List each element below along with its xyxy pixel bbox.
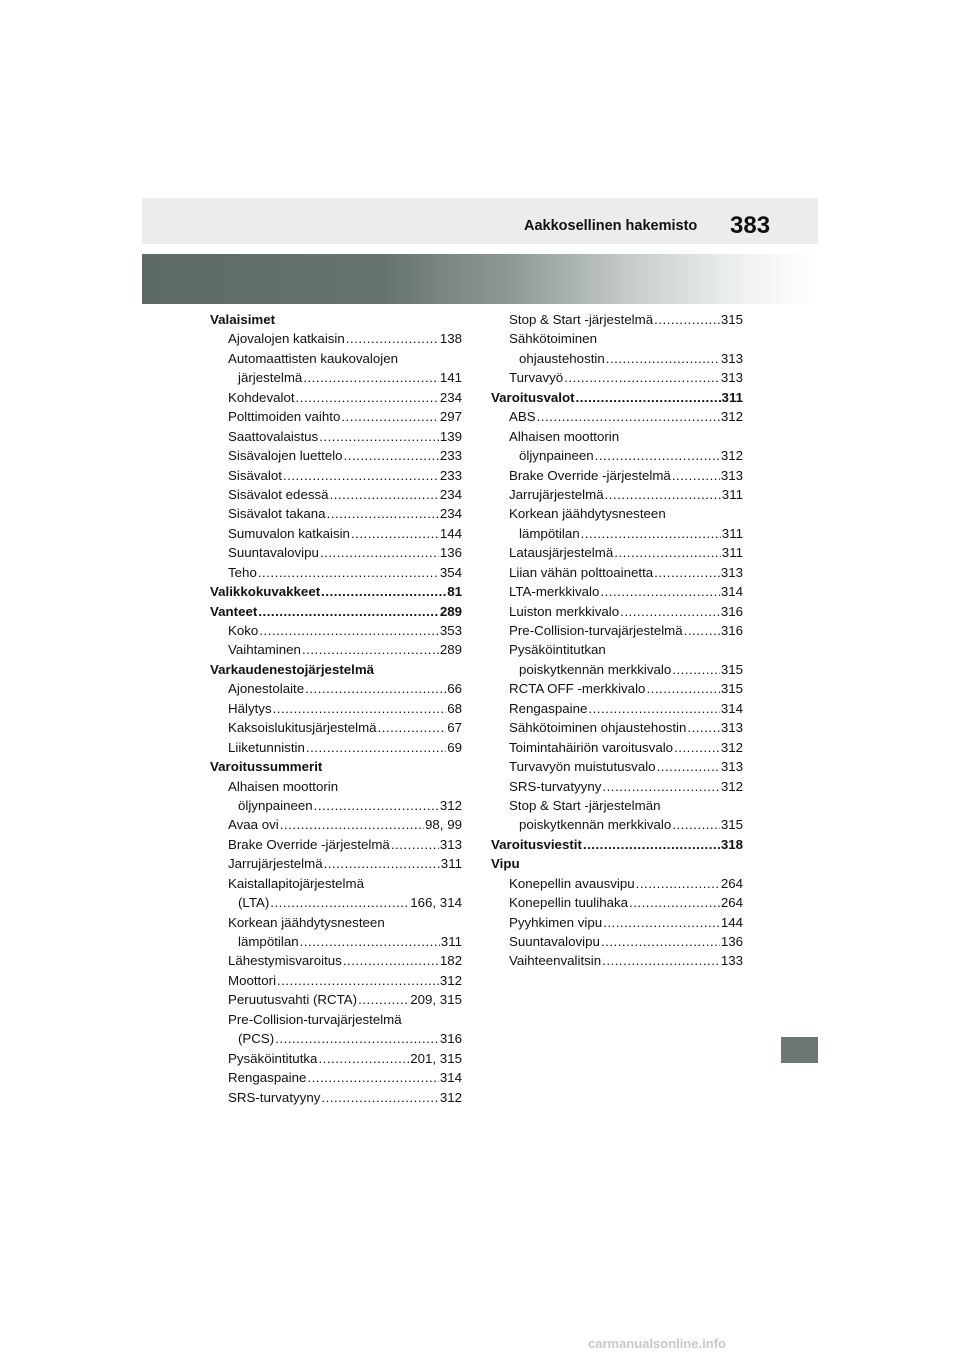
index-entry	[210, 971, 462, 990]
dot-leader	[378, 718, 447, 737]
entry-label: Sumuvalon katkaisin	[228, 525, 350, 541]
entry-label: Polttimoiden vaihto	[228, 409, 341, 425]
entry-page-ref[interactable]: 314	[439, 1070, 462, 1086]
entry-label: Sisävalot edessä	[228, 486, 329, 502]
index-entry	[210, 777, 462, 796]
entry-page-ref[interactable]: 141	[439, 370, 462, 386]
index-entry	[210, 640, 462, 659]
entry-page-ref[interactable]: 201, 315	[410, 1050, 462, 1066]
entry-page-ref[interactable]: 264	[720, 875, 743, 891]
entry-page-ref[interactable]: 138	[439, 331, 462, 347]
dot-leader	[273, 699, 447, 718]
entry-page-ref[interactable]: 312	[439, 797, 462, 813]
dot-leader	[602, 951, 720, 970]
index-heading	[491, 854, 743, 873]
dot-leader	[343, 951, 439, 970]
entry-page-ref[interactable]: 67	[447, 720, 462, 736]
index-entry	[210, 835, 462, 854]
entry-page-ref[interactable]: 312	[439, 972, 462, 988]
index-column-right	[491, 310, 743, 971]
entry-label: Korkean jäähdytysnesteen	[228, 914, 385, 930]
entry-page-ref[interactable]: 234	[439, 486, 462, 502]
entry-label: Sähkötoiminen	[509, 331, 597, 347]
entry-page-ref[interactable]: 289	[439, 603, 462, 619]
entry-label: Peruutusvahti (RCTA)	[228, 992, 358, 1008]
index-entry	[491, 660, 743, 679]
index-entry	[210, 543, 462, 562]
dot-leader	[674, 738, 720, 757]
dot-leader	[306, 738, 446, 757]
entry-page-ref[interactable]: 354	[439, 564, 462, 580]
entry-page-ref[interactable]: 311	[440, 856, 462, 872]
index-entry	[210, 738, 462, 757]
entry-label: Varkaudenestojärjestelmä	[210, 661, 375, 677]
dot-leader	[606, 349, 720, 368]
index-entry	[491, 874, 743, 893]
index-entry	[491, 699, 743, 718]
entry-label: Moottori	[228, 972, 277, 988]
index-heading	[491, 835, 743, 854]
index-entry	[491, 466, 743, 485]
index-entry	[210, 427, 462, 446]
entry-label: Turvavyön muistutusvalo	[509, 759, 656, 775]
dot-leader	[318, 1049, 409, 1068]
index-entry	[491, 679, 743, 698]
index-entry	[210, 874, 462, 893]
dot-leader	[684, 621, 720, 640]
entry-page-ref[interactable]: 166, 314	[410, 895, 462, 911]
entry-page-ref[interactable]: 136	[720, 934, 743, 949]
entry-page-ref[interactable]: 233	[439, 467, 462, 483]
index-entry	[210, 368, 462, 387]
index-entry	[210, 466, 462, 485]
index-entry	[491, 640, 743, 659]
entry-page-ref[interactable]: 311	[721, 545, 743, 561]
dot-leader	[283, 466, 439, 485]
index-entry	[491, 563, 743, 582]
entry-page-ref[interactable]: 318	[720, 836, 743, 852]
dot-leader	[303, 368, 439, 387]
dot-leader	[259, 621, 439, 640]
entry-label: poiskytkennän merkkivalo	[519, 817, 672, 833]
entry-page-ref[interactable]: 313	[720, 370, 743, 386]
entry-label: Alhaisen moottorin	[228, 778, 339, 794]
entry-label: Pre-Collision-turvajärjestelmä	[228, 1011, 402, 1027]
entry-page-ref[interactable]: 66	[447, 681, 462, 697]
entry-label: Luiston merkkivalo	[509, 603, 620, 619]
entry-page-ref[interactable]: 209, 315	[410, 992, 462, 1008]
entry-label: Konepellin avausvipu	[509, 875, 635, 891]
entry-label: Jarrujärjestelmä	[228, 856, 323, 872]
dot-leader	[258, 563, 439, 582]
index-entry	[210, 796, 462, 815]
index-entry	[491, 407, 743, 426]
entry-label: Automaattisten kaukovalojen	[228, 350, 399, 366]
dot-leader	[601, 932, 720, 951]
entry-label: Saattovalaistus	[228, 428, 319, 444]
entry-label: ohjaustehostin	[519, 350, 605, 366]
index-entry	[491, 602, 743, 621]
decorative-gradient-bar	[142, 254, 818, 304]
dot-leader	[321, 582, 446, 601]
entry-page-ref[interactable]: 297	[439, 409, 462, 425]
entry-label: Rengaspaine	[509, 700, 588, 716]
entry-label: öljynpaineen	[238, 797, 313, 813]
dot-leader	[327, 504, 439, 523]
index-entry	[491, 310, 743, 329]
index-entry	[491, 329, 743, 348]
entry-page-ref[interactable]: 313	[720, 759, 743, 775]
entry-page-ref[interactable]: 353	[439, 623, 462, 638]
entry-label: LTA-merkkivalo	[509, 584, 600, 600]
index-entry	[491, 913, 743, 932]
entry-label: Pysäköintitutkan	[509, 642, 606, 658]
entry-label: Toimintahäiriön varoitusvalo	[509, 739, 674, 755]
index-entry	[491, 796, 743, 815]
index-entry	[210, 1010, 462, 1029]
entry-page-ref[interactable]: 133	[720, 953, 743, 969]
entry-label: Hälytys	[228, 700, 272, 716]
entry-label: Brake Override -järjestelmä	[509, 467, 671, 483]
index-entry	[210, 932, 462, 951]
index-column-left	[210, 310, 462, 1107]
index-entry	[210, 446, 462, 465]
index-entry	[210, 485, 462, 504]
dot-leader	[603, 913, 720, 932]
index-entry	[210, 388, 462, 407]
entry-page-ref[interactable]: 136	[439, 545, 462, 561]
entry-page-ref[interactable]: 312	[720, 448, 743, 464]
index-heading	[210, 757, 462, 776]
dot-leader	[321, 1088, 438, 1107]
entry-page-ref[interactable]: 314	[720, 584, 743, 600]
entry-page-ref[interactable]: 311	[440, 934, 462, 949]
index-entry	[210, 679, 462, 698]
index-entry	[210, 563, 462, 582]
index-entry	[491, 349, 743, 368]
dot-leader	[330, 485, 439, 504]
entry-label: Liiketunnistin	[228, 739, 305, 755]
entry-label: Kohdevalot	[228, 389, 295, 405]
header-band	[142, 198, 818, 244]
entry-page-ref[interactable]: 316	[720, 623, 743, 638]
entry-label: Konepellin tuulihaka	[509, 895, 629, 911]
dot-leader	[600, 582, 719, 601]
dot-leader	[654, 563, 720, 582]
entry-page-ref[interactable]: 69	[447, 739, 462, 755]
entry-label: poiskytkennän merkkivalo	[519, 661, 672, 677]
entry-page-ref[interactable]: 311	[721, 486, 743, 502]
dot-leader	[296, 388, 439, 407]
dot-leader	[564, 368, 720, 387]
index-entry	[210, 1049, 462, 1068]
dot-leader	[270, 893, 409, 912]
entry-label: SRS-turvatyyny	[509, 778, 602, 794]
entry-page-ref[interactable]: 264	[720, 895, 743, 911]
entry-label: Pre-Collision-turvajärjestelmä	[509, 623, 683, 638]
index-entry	[491, 543, 743, 562]
entry-label: (PCS)	[238, 1031, 275, 1047]
entry-page-ref[interactable]: 316	[439, 1031, 462, 1047]
entry-label: Latausjärjestelmä	[509, 545, 614, 561]
dot-leader	[636, 874, 720, 893]
entry-page-ref[interactable]: 311	[721, 525, 743, 541]
entry-label: Vaihtaminen	[228, 642, 301, 658]
index-entry	[491, 504, 743, 523]
entry-label: Rengaspaine	[228, 1070, 307, 1086]
index-entry	[491, 738, 743, 757]
entry-label: Brake Override -järjestelmä	[228, 836, 390, 852]
entry-label: Liian vähän polttoainetta	[509, 564, 654, 580]
dot-leader	[654, 310, 720, 329]
index-entry	[491, 621, 743, 640]
entry-page-ref[interactable]: 234	[439, 506, 462, 522]
index-heading	[210, 602, 462, 621]
index-entry	[210, 990, 462, 1009]
entry-page-ref[interactable]: 182	[439, 953, 462, 969]
dot-leader	[341, 407, 438, 426]
index-entry	[210, 893, 462, 912]
entry-page-ref[interactable]: 144	[720, 914, 743, 930]
dot-leader	[320, 543, 439, 562]
dot-leader	[581, 524, 721, 543]
index-entry	[210, 621, 462, 640]
dot-leader	[302, 640, 439, 659]
entry-label: Vipu	[491, 856, 520, 872]
index-heading	[210, 582, 462, 601]
section-title: Aakkosellinen hakemisto	[524, 218, 698, 234]
index-entry	[210, 407, 462, 426]
entry-page-ref[interactable]: 289	[439, 642, 462, 658]
index-entry	[491, 368, 743, 387]
dot-leader	[391, 835, 439, 854]
dot-leader	[277, 971, 439, 990]
dot-leader	[687, 718, 719, 737]
dot-leader	[307, 1068, 438, 1087]
index-heading	[210, 660, 462, 679]
entry-page-ref[interactable]: 314	[720, 700, 743, 716]
dot-leader	[672, 660, 720, 679]
dot-leader	[583, 835, 720, 854]
entry-label: Vaihteenvalitsin	[509, 953, 602, 969]
index-entry	[210, 718, 462, 737]
dot-leader	[319, 427, 439, 446]
entry-label: Suuntavalovipu	[509, 934, 600, 949]
entry-label: Sisävalot takana	[228, 506, 326, 522]
dot-leader	[614, 543, 721, 562]
dot-leader	[346, 329, 439, 348]
entry-page-ref[interactable]: 313	[720, 467, 743, 483]
index-entry	[491, 427, 743, 446]
index-entry	[210, 329, 462, 348]
index-entry	[210, 524, 462, 543]
dot-leader	[605, 485, 721, 504]
dot-leader	[358, 990, 409, 1009]
entry-page-ref[interactable]: 312	[720, 778, 743, 794]
entry-label: Koko	[228, 623, 259, 638]
entry-label: Alhaisen moottorin	[509, 428, 620, 444]
entry-label: Turvavyö	[509, 370, 564, 386]
entry-label: Kaistallapitojärjestelmä	[228, 875, 364, 891]
dot-leader	[646, 679, 719, 698]
entry-page-ref[interactable]: 312	[720, 739, 743, 755]
entry-label: Sisävalojen luettelo	[228, 448, 343, 464]
dot-leader	[280, 815, 424, 834]
entry-page-ref[interactable]: 98, 99	[425, 817, 462, 833]
watermark: carmanualsonline.info	[588, 1336, 726, 1351]
index-entry	[210, 854, 462, 873]
index-entry	[210, 1068, 462, 1087]
entry-label: Vanteet	[210, 603, 258, 619]
index-entry	[491, 718, 743, 737]
index-entry	[491, 524, 743, 543]
entry-label: Varoitussummerit	[210, 759, 323, 775]
dot-leader	[588, 699, 719, 718]
index-entry	[491, 485, 743, 504]
entry-page-ref[interactable]: 233	[439, 448, 462, 464]
index-entry	[210, 349, 462, 368]
entry-page-ref[interactable]: 313	[720, 720, 743, 736]
entry-page-ref[interactable]: 312	[720, 409, 743, 425]
dot-leader	[657, 757, 720, 776]
index-entry	[210, 699, 462, 718]
index-entry	[491, 757, 743, 776]
entry-page-ref[interactable]: 144	[439, 525, 462, 541]
entry-label: Avaa ovi	[228, 817, 279, 833]
entry-page-ref[interactable]: 313	[720, 564, 743, 580]
entry-page-ref[interactable]: 139	[439, 428, 462, 444]
index-entry	[210, 913, 462, 932]
index-entry	[210, 504, 462, 523]
dot-leader	[537, 407, 720, 426]
entry-label: Jarrujärjestelmä	[509, 486, 604, 502]
entry-label: lämpötilan	[519, 525, 580, 541]
entry-page-ref[interactable]: 68	[447, 700, 462, 716]
dot-leader	[629, 893, 720, 912]
entry-label: Ajonestolaite	[228, 681, 305, 697]
index-entry	[210, 1088, 462, 1107]
entry-label: Valikkokuvakkeet	[210, 584, 321, 600]
entry-label: Pyyhkimen vipu	[509, 914, 603, 930]
entry-label: Korkean jäähdytysnesteen	[509, 506, 666, 522]
index-entry	[210, 951, 462, 970]
entry-page-ref[interactable]: 316	[720, 603, 743, 619]
dot-leader	[672, 815, 720, 834]
section-thumb-tab	[781, 1037, 818, 1063]
entry-label: Varoitusviestit	[491, 836, 582, 852]
entry-label: Suuntavalovipu	[228, 545, 319, 561]
index-entry	[491, 777, 743, 796]
entry-label: Kaksoislukitusjärjestelmä	[228, 720, 377, 736]
entry-label: Teho	[228, 564, 257, 580]
entry-page-ref[interactable]: 315	[720, 312, 743, 327]
entry-page-ref[interactable]: 315	[720, 661, 743, 677]
index-entry	[491, 932, 743, 951]
entry-label: Sähkötoiminen ohjaustehostin	[509, 720, 687, 736]
entry-label: Stop & Start -järjestelmän	[509, 797, 661, 813]
dot-leader	[344, 446, 439, 465]
index-entry	[210, 815, 462, 834]
dot-leader	[620, 602, 720, 621]
entry-label: järjestelmä	[238, 370, 303, 386]
entry-label: (LTA)	[238, 895, 270, 911]
index-entry	[491, 582, 743, 601]
entry-label: SRS-turvatyyny	[228, 1089, 321, 1105]
entry-label: öljynpaineen	[519, 448, 594, 464]
dot-leader	[324, 854, 440, 873]
index-entry	[210, 1029, 462, 1048]
dot-leader	[576, 388, 721, 407]
entry-label: Ajovalojen katkaisin	[228, 331, 345, 347]
dot-leader	[305, 679, 446, 698]
index-heading	[491, 388, 743, 407]
entry-label: Lähestymisvaroitus	[228, 953, 342, 969]
entry-page-ref[interactable]: 81	[447, 584, 462, 600]
index-heading	[210, 310, 462, 329]
entry-page-ref[interactable]: 315	[720, 817, 743, 833]
dot-leader	[300, 932, 440, 951]
entry-page-ref[interactable]: 313	[720, 350, 743, 366]
index-entry	[491, 815, 743, 834]
entry-label: lämpötilan	[238, 934, 299, 949]
index-entry	[491, 446, 743, 465]
entry-label: Sisävalot	[228, 467, 282, 483]
index-entry	[491, 951, 743, 970]
page-number: 383	[730, 212, 771, 239]
entry-label: RCTA OFF -merkkivalo	[509, 681, 646, 697]
entry-label: Varoitusvalot	[491, 389, 575, 405]
entry-label: Pysäköintitutka	[228, 1050, 318, 1066]
entry-page-ref[interactable]: 311	[721, 389, 743, 405]
entry-label: Stop & Start -järjestelmä	[509, 312, 654, 327]
entry-label: ABS	[509, 409, 536, 425]
entry-page-ref[interactable]: 315	[720, 681, 743, 697]
index-entry	[491, 893, 743, 912]
entry-label: Valaisimet	[210, 312, 276, 327]
dot-leader	[314, 796, 439, 815]
dot-leader	[275, 1029, 439, 1048]
dot-leader	[672, 466, 720, 485]
dot-leader	[351, 524, 439, 543]
dot-leader	[602, 777, 719, 796]
entry-page-ref[interactable]: 234	[439, 389, 462, 405]
entry-page-ref[interactable]: 312	[439, 1089, 462, 1105]
dot-leader	[595, 446, 720, 465]
entry-page-ref[interactable]: 313	[439, 836, 462, 852]
dot-leader	[258, 602, 439, 621]
